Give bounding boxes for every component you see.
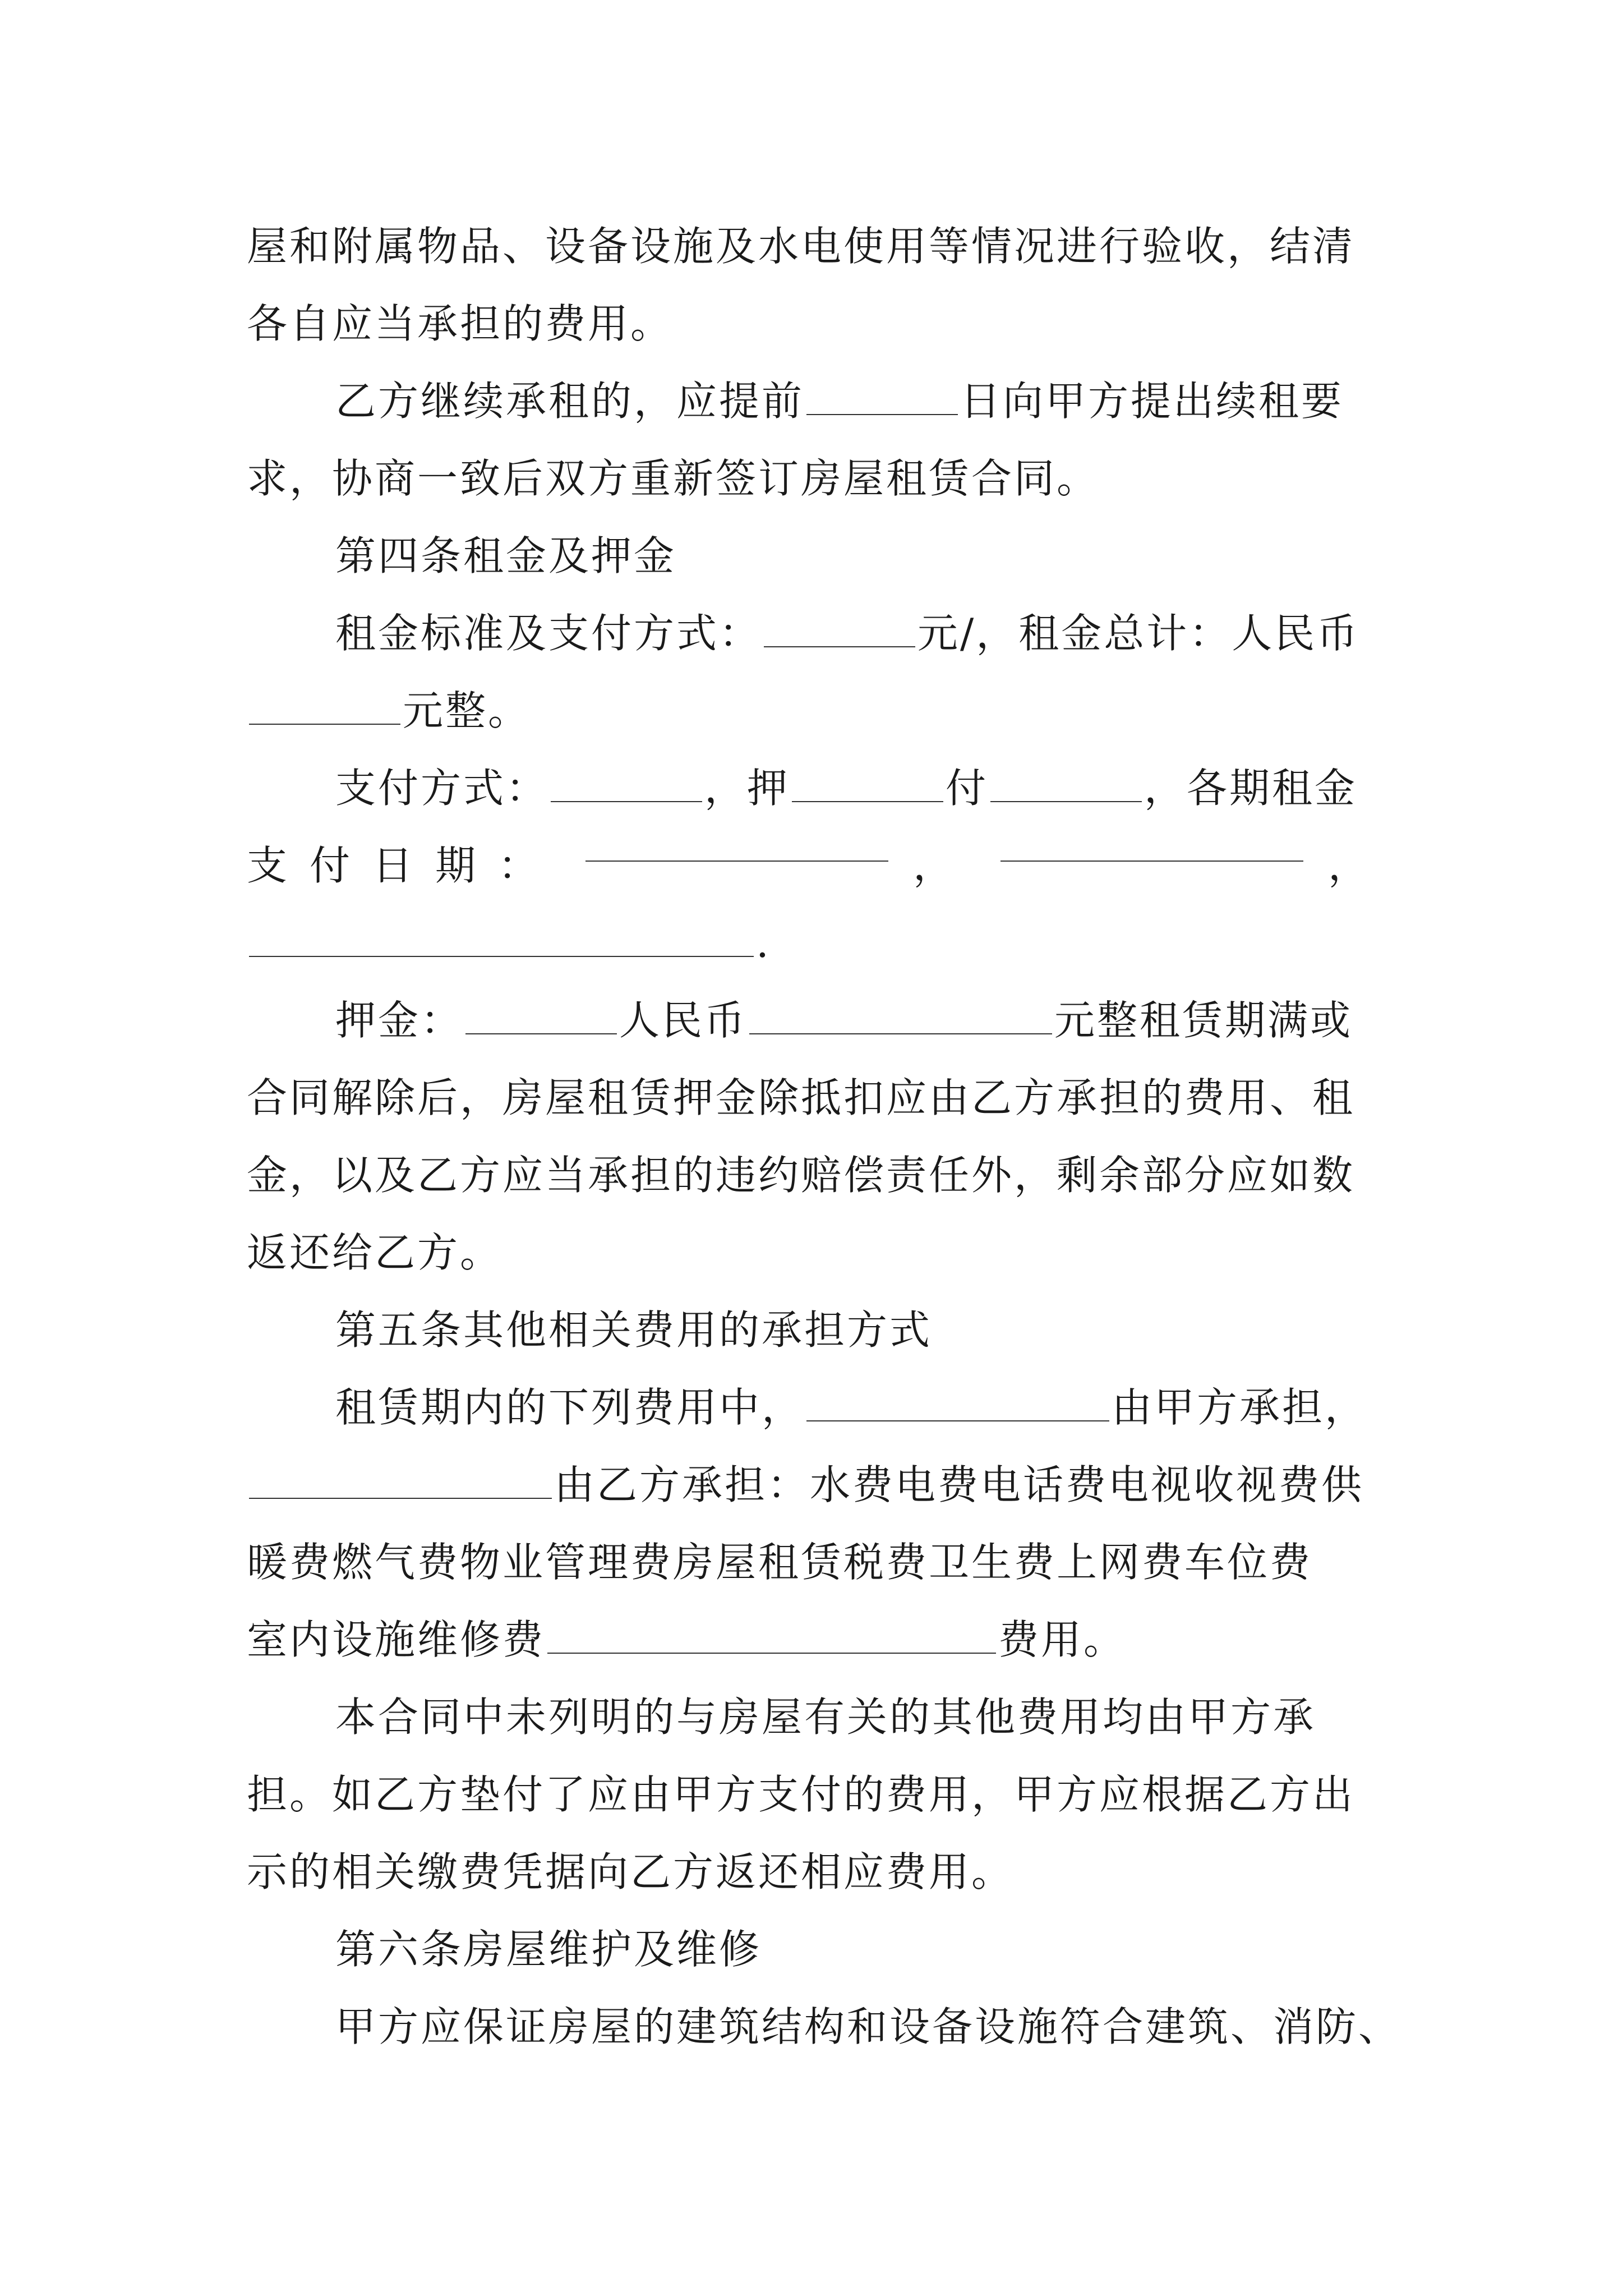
text-line bbox=[247, 440, 1391, 517]
section-heading bbox=[247, 1291, 1391, 1369]
text: 示的相关缴费凭据向乙方返还相应费用。 bbox=[247, 1848, 1015, 1895]
text: 金，以及乙方应当承担的违约赔偿责任外，剩余部分应如数 bbox=[247, 1152, 1355, 1199]
text-line bbox=[247, 1059, 1391, 1137]
fill-blank[interactable] bbox=[806, 380, 958, 415]
text: ，各期租金 bbox=[1144, 765, 1358, 812]
fill-blank[interactable] bbox=[249, 922, 754, 957]
text-line bbox=[247, 595, 1391, 672]
fill-blank[interactable] bbox=[249, 690, 400, 725]
document-page bbox=[247, 208, 1401, 2065]
text-line bbox=[247, 1833, 1391, 1911]
text: 暖费燃气费物业管理费房屋租赁税费卫生费上网费车位费 bbox=[247, 1539, 1313, 1586]
heading-text: 第四条租金及押金 bbox=[335, 532, 677, 579]
text: 由甲方承担， bbox=[1112, 1384, 1368, 1431]
text-line bbox=[247, 904, 1391, 982]
fill-blank[interactable] bbox=[990, 767, 1142, 802]
text-line bbox=[247, 1214, 1391, 1291]
text-line bbox=[247, 1678, 1391, 1756]
text-line bbox=[247, 285, 1391, 362]
text: 合同解除后，房屋租赁押金除抵扣应由乙方承担的费用、租 bbox=[247, 1074, 1355, 1121]
section-heading bbox=[247, 1911, 1391, 1988]
text: ， bbox=[912, 842, 976, 889]
text: 担。如乙方垫付了应由甲方支付的费用，甲方应根据乙方出 bbox=[247, 1771, 1355, 1818]
fill-blank[interactable] bbox=[806, 1387, 1109, 1421]
text: 由乙方承担：水费电费电话费电视收视费供 bbox=[554, 1461, 1364, 1508]
heading-text: 第五条其他相关费用的承担方式 bbox=[335, 1306, 933, 1354]
fill-blank[interactable] bbox=[585, 827, 888, 862]
fill-blank[interactable] bbox=[465, 1000, 617, 1034]
text-line bbox=[247, 1988, 1401, 2065]
text: 费用。 bbox=[998, 1616, 1127, 1663]
text: 元/，租金总计：人民币 bbox=[917, 610, 1360, 657]
text-line bbox=[247, 1137, 1391, 1214]
text: 求，协商一致后双方重新签订房屋租赁合同。 bbox=[247, 455, 1100, 502]
text: 返还给乙方。 bbox=[247, 1229, 503, 1276]
fill-blank[interactable] bbox=[749, 1000, 1052, 1034]
heading-text: 第六条房屋维护及维修 bbox=[335, 1926, 762, 1973]
text-line bbox=[247, 1369, 1391, 1446]
text-line bbox=[247, 982, 1391, 1059]
text: 支付方式： bbox=[335, 765, 549, 812]
text-line bbox=[247, 827, 1391, 904]
text: 人民币 bbox=[619, 997, 748, 1044]
fill-blank[interactable] bbox=[551, 767, 702, 802]
text: 租赁期内的下列费用中， bbox=[335, 1384, 805, 1431]
text: 元整租赁期满或 bbox=[1054, 997, 1353, 1044]
text: 乙方继续承租的，应提前 bbox=[335, 378, 805, 425]
text: 租金标准及支付方式： bbox=[335, 610, 762, 657]
text-line bbox=[247, 1446, 1391, 1524]
text: 押金： bbox=[335, 997, 464, 1044]
text-line bbox=[247, 208, 1391, 285]
fill-blank[interactable] bbox=[764, 613, 915, 647]
text: 室内设施维修费 bbox=[247, 1616, 546, 1663]
fill-blank[interactable] bbox=[792, 767, 943, 802]
fill-blank[interactable] bbox=[1000, 827, 1303, 862]
text: 日向甲方提出续租要 bbox=[960, 378, 1344, 425]
fill-blank[interactable] bbox=[249, 1464, 552, 1499]
text-line bbox=[247, 1524, 1391, 1601]
text: ，押 bbox=[704, 765, 790, 812]
text-line bbox=[247, 1601, 1391, 1678]
text: 甲方应保证房屋的建筑结构和设备设施符合建筑、消防、 bbox=[335, 2003, 1401, 2050]
fill-blank[interactable] bbox=[547, 1619, 996, 1654]
text: . bbox=[756, 919, 771, 967]
text-line bbox=[247, 672, 1391, 749]
text: 元整。 bbox=[403, 687, 531, 734]
text: ， bbox=[1327, 842, 1391, 889]
text-line bbox=[247, 749, 1391, 827]
text: 屋和附属物品、设备设施及水电使用等情况进行验收，结清 bbox=[247, 223, 1355, 270]
text: 本合同中未列明的与房屋有关的其他费用均由甲方承 bbox=[335, 1694, 1316, 1741]
text: 付 bbox=[946, 765, 989, 812]
text-line bbox=[247, 362, 1391, 440]
section-heading bbox=[247, 517, 1391, 595]
text: 支付日期： bbox=[247, 842, 561, 889]
text: 各自应当承担的费用。 bbox=[247, 300, 674, 347]
text-line bbox=[247, 1756, 1391, 1833]
